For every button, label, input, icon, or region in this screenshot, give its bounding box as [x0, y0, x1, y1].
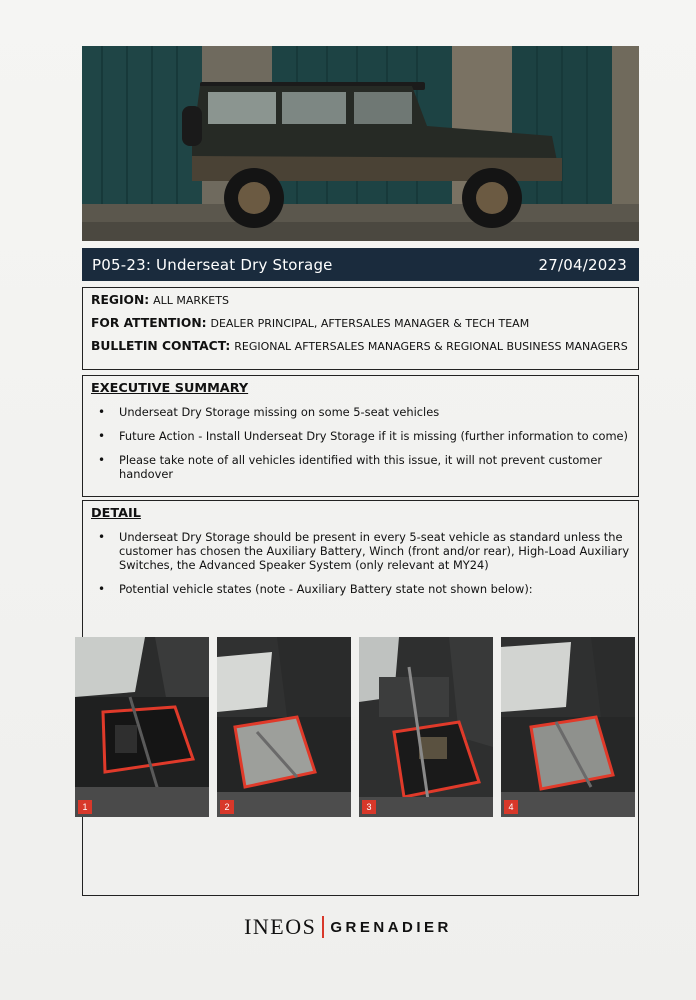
- contact-label: BULLETIN CONTACT:: [91, 339, 231, 353]
- cabin-floor-photo: [359, 637, 493, 817]
- vehicle-state-photo-2: [217, 637, 351, 817]
- bulletin-meta-box: [82, 287, 639, 370]
- detail-heading: DETAIL: [91, 506, 141, 521]
- photo-number-badge: 4: [504, 800, 518, 814]
- executive-summary-list: [91, 405, 630, 481]
- logo-divider: [322, 916, 324, 938]
- detail-box: [82, 500, 639, 896]
- contact-value: REGIONAL AFTERSALES MANAGERS & REGIONAL BUSINESS MANAGERS: [234, 340, 628, 353]
- region-line: [91, 293, 630, 307]
- vehicle-state-photo-1: [75, 637, 209, 817]
- vehicle-illustration: [82, 46, 639, 241]
- region-label: REGION:: [91, 293, 150, 307]
- attention-value: DEALER PRINCIPAL, AFTERSALES MANAGER & TECH TEAM: [210, 317, 530, 330]
- region-value: ALL MARKETS: [153, 294, 229, 307]
- list-item: • Potential vehicle states (note - Auxiliary Battery state not shown below):: [91, 582, 630, 596]
- list-item: • Underseat Dry Storage should be present in every 5-seat vehicle as standard unless the customer has chosen the Auxiliary Battery, Winch (front and/or rear), High-Load Auxiliary Switches, the Advanced Speaker System (only relevant at MY24): [91, 530, 630, 572]
- attention-line: [91, 316, 630, 330]
- bulletin-title: P05-23: Underseat Dry Storage: [92, 255, 333, 274]
- executive-summary-heading: EXECUTIVE SUMMARY: [91, 381, 249, 396]
- hero-vehicle-photo: [82, 46, 639, 241]
- logo-grenadier-text: GRENADIER: [330, 918, 452, 936]
- photo-number-badge: 3: [362, 800, 376, 814]
- photo-number-badge: 1: [78, 800, 92, 814]
- list-item: • Future Action - Install Underseat Dry Storage if it is missing (further information to come): [91, 429, 630, 443]
- bulletin-title-bar: [82, 248, 639, 281]
- cabin-floor-photo: [75, 637, 209, 817]
- attention-label: FOR ATTENTION:: [91, 316, 207, 330]
- executive-summary-box: [82, 375, 639, 497]
- bulletin-date: 27/04/2023: [538, 255, 627, 274]
- cabin-floor-photo: [501, 637, 635, 817]
- cabin-floor-photo: [217, 637, 351, 817]
- detail-list: [91, 530, 630, 596]
- photo-number-badge: 2: [220, 800, 234, 814]
- list-item: • Underseat Dry Storage missing on some 5-seat vehicles: [91, 405, 630, 419]
- list-item: • Please take note of all vehicles identified with this issue, it will not prevent customer handover: [91, 453, 630, 481]
- contact-line: [91, 339, 630, 353]
- vehicle-state-photos: [83, 637, 640, 817]
- logo-ineos-text: INEOS: [244, 914, 317, 939]
- ineos-grenadier-logo: [0, 912, 696, 942]
- vehicle-state-photo-3: [359, 637, 493, 817]
- vehicle-state-photo-4: [501, 637, 635, 817]
